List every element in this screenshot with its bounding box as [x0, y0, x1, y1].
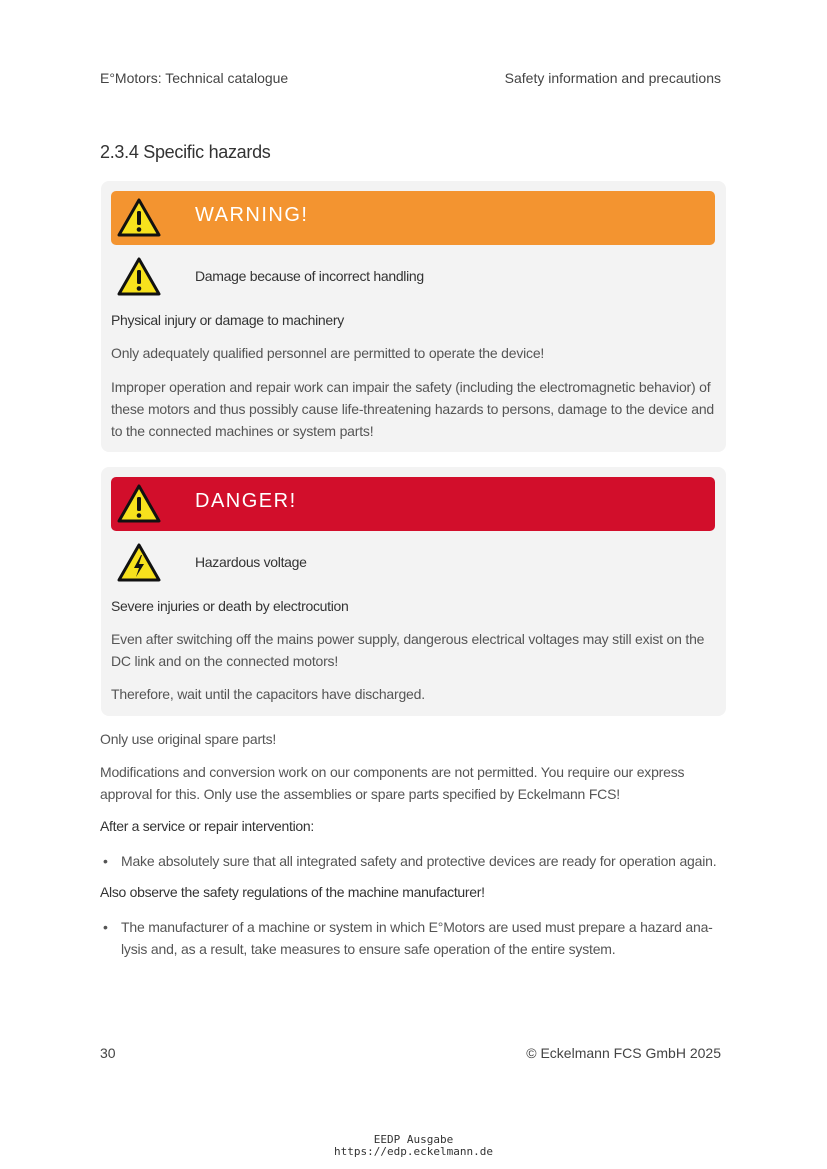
warning-paragraph: Only adequately qualified personnel are permitted to operate the device! [111, 345, 545, 361]
danger-banner [111, 477, 715, 531]
high-voltage-icon [116, 542, 162, 589]
warning-triangle-icon [116, 483, 162, 530]
warning-consequence: Physical injury or damage to machinery [111, 312, 344, 328]
body-paragraph: Only use original spare parts! [100, 731, 277, 747]
body-paragraph: Modifications and conversion work on our components are not permitted. You require our express approval for this. Only use the assemblies or spare parts specified by Eckelmann FCS! [100, 764, 685, 802]
bullet-icon: • [103, 853, 108, 869]
danger-consequence: Severe injuries or death by electrocution [111, 598, 349, 614]
warning-triangle-icon [116, 256, 162, 303]
warning-paragraph: Improper operation and repair work can impair the safety (including the electromagnetic behavior) of these motors and thus possibly cause life-threatening hazards to persons, damage to the device and to the connected machines or system parts! [111, 379, 714, 439]
warning-triangle-icon [116, 197, 162, 244]
copyright: © Eckelmann FCS GmbH 2025 [526, 1045, 721, 1061]
service-heading: After a service or repair intervention: [100, 818, 314, 834]
bullet-icon: • [103, 919, 108, 935]
section-title: 2.3.4 Specific hazards [100, 142, 271, 162]
warning-hazard-title: Damage because of incorrect handling [195, 268, 424, 284]
warning-box [101, 181, 726, 452]
danger-hazard-title: Hazardous voltage [195, 554, 307, 570]
page-number: 30 [100, 1045, 116, 1061]
warning-banner [111, 191, 715, 245]
list-item [100, 916, 730, 960]
danger-box [101, 467, 726, 716]
warning-label: WARNING! [195, 204, 309, 226]
list-item-text: Make absolutely sure that all integrated safety and protective devices are ready for operation again. [121, 853, 717, 869]
danger-paragraph: Even after switching off the mains power supply, dangerous electrical voltages may still exist on the DC link and on the connected motors! [111, 631, 705, 669]
edition-url: https://edp.eckelmann.de [334, 1145, 493, 1158]
header-chapter-title: Safety information and precautions [504, 70, 721, 86]
header-doc-title: E°Motors: Technical catalogue [100, 70, 289, 86]
danger-paragraph: Therefore, wait until the capacitors have discharged. [111, 686, 425, 702]
edition-stamp: EEDP Ausgabe [373, 1133, 454, 1146]
danger-label: DANGER! [195, 490, 297, 512]
list-item-text: The manufacturer of a machine or system in which E°Motors are used must prepare a hazard ana-lysis and, as a result, take measures to ensure safe operation of the entire system. [121, 919, 713, 957]
manufacturer-heading: Also observe the safety regulations of the machine manufacturer! [100, 884, 485, 900]
list-item [100, 850, 730, 872]
